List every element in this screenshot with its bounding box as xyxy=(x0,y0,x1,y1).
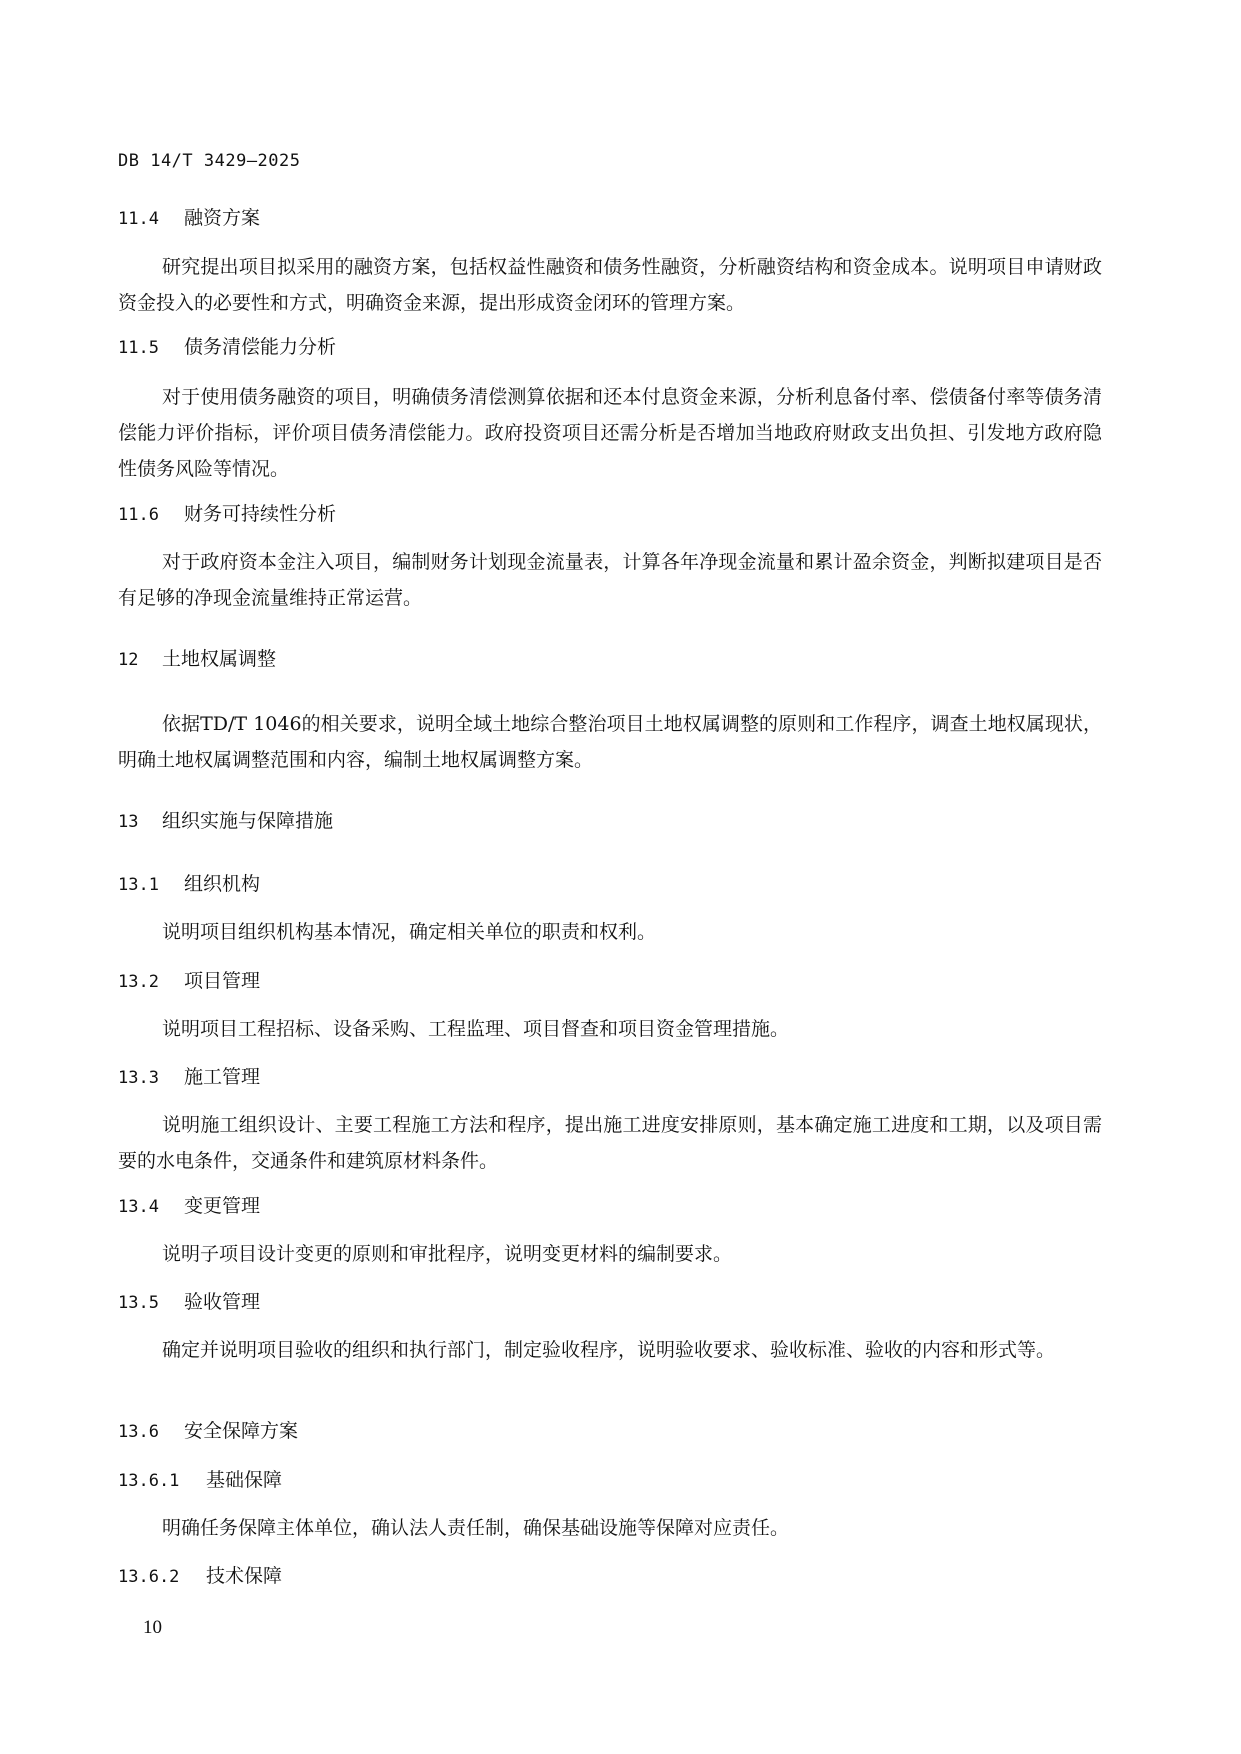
section-title: 基础保障 xyxy=(206,1469,283,1491)
section-heading-11-5 xyxy=(118,333,336,362)
section-title: 变更管理 xyxy=(184,1195,261,1217)
section-heading-13-5 xyxy=(118,1288,260,1317)
section-heading-12 xyxy=(118,645,276,674)
document-code: DB 14/T 3429—2025 xyxy=(118,151,301,171)
section-number: 13.1 xyxy=(118,875,159,895)
section-heading-13-3 xyxy=(118,1063,260,1092)
section-title: 安全保障方案 xyxy=(184,1420,299,1442)
section-number: 11.6 xyxy=(118,505,159,525)
section-heading-11-6 xyxy=(118,500,336,529)
section-title: 技术保障 xyxy=(206,1565,283,1587)
section-title: 施工管理 xyxy=(184,1066,261,1088)
section-title: 组织机构 xyxy=(184,873,261,895)
paragraph-land-ownership: 依据TD/T 1046的相关要求，说明全域土地综合整治项目土地权属调整的原则和工作程序，调查土地权属现状，明确土地权属调整范围和内容，编制土地权属调整方案。 xyxy=(118,713,1102,771)
section-heading-13-4 xyxy=(118,1192,260,1221)
section-number: 13 xyxy=(118,812,139,832)
section-title: 融资方案 xyxy=(184,207,261,229)
paragraph-financing: 研究提出项目拟采用的融资方案，包括权益性融资和债务性融资，分析融资结构和资金成本。说明项目申请财政资金投入的必要性和方式，明确资金来源，提出形成资金闭环的管理方案。 xyxy=(118,256,1102,314)
section-number: 12 xyxy=(118,650,139,670)
section-title: 财务可持续性分析 xyxy=(184,503,337,525)
paragraph-construction-management: 说明施工组织设计、主要工程施工方法和程序，提出施工进度安排原则，基本确定施工进度和工期，以及项目需要的水电条件，交通条件和建筑原材料条件。 xyxy=(118,1114,1102,1172)
section-title: 债务清偿能力分析 xyxy=(184,336,337,358)
section-number: 13.4 xyxy=(118,1197,159,1217)
section-number: 13.6.1 xyxy=(118,1471,180,1491)
page-number: 10 xyxy=(143,1617,162,1638)
section-heading-13-1 xyxy=(118,870,260,899)
section-number: 11.5 xyxy=(118,338,159,358)
section-number: 11.4 xyxy=(118,209,159,229)
paragraph-debt-repayment: 对于使用债务融资的项目，明确债务清偿测算依据和还本付息资金来源，分析利息备付率、偿债备付率等债务清偿能力评价指标，评价项目债务清偿能力。政府投资项目还需分析是否增加当地政府财政支出负担、引发地方政府隐性债务风险等情况。 xyxy=(118,386,1102,480)
section-number: 13.6.2 xyxy=(118,1567,180,1587)
section-number: 13.2 xyxy=(118,972,159,992)
section-number: 13.3 xyxy=(118,1068,159,1088)
section-title: 项目管理 xyxy=(184,970,261,992)
section-title: 验收管理 xyxy=(184,1291,261,1313)
paragraph-financial-sustainability: 对于政府资本金注入项目，编制财务计划现金流量表，计算各年净现金流量和累计盈余资金，判断拟建项目是否有足够的净现金流量维持正常运营。 xyxy=(118,551,1102,609)
section-heading-13-6-1 xyxy=(118,1466,282,1495)
section-title: 土地权属调整 xyxy=(162,648,277,670)
section-heading-13-2 xyxy=(118,967,260,996)
section-heading-11-4 xyxy=(118,204,260,233)
section-heading-13-6-2 xyxy=(118,1562,282,1591)
paragraph-acceptance-management: 确定并说明项目验收的组织和执行部门，制定验收程序，说明验收要求、验收标准、验收的内容和形式等。 xyxy=(162,1339,1056,1361)
paragraph-change-management: 说明子项目设计变更的原则和审批程序，说明变更材料的编制要求。 xyxy=(162,1243,733,1265)
section-number: 13.6 xyxy=(118,1422,159,1442)
section-number: 13.5 xyxy=(118,1293,159,1313)
section-heading-13-6 xyxy=(118,1417,298,1446)
paragraph-organization: 说明项目组织机构基本情况，确定相关单位的职责和权利。 xyxy=(162,921,657,943)
paragraph-basic-guarantee: 明确任务保障主体单位，确认法人责任制，确保基础设施等保障对应责任。 xyxy=(162,1517,790,1539)
paragraph-project-management: 说明项目工程招标、设备采购、工程监理、项目督查和项目资金管理措施。 xyxy=(162,1018,790,1040)
section-heading-13 xyxy=(118,807,333,836)
section-title: 组织实施与保障措施 xyxy=(162,810,334,832)
